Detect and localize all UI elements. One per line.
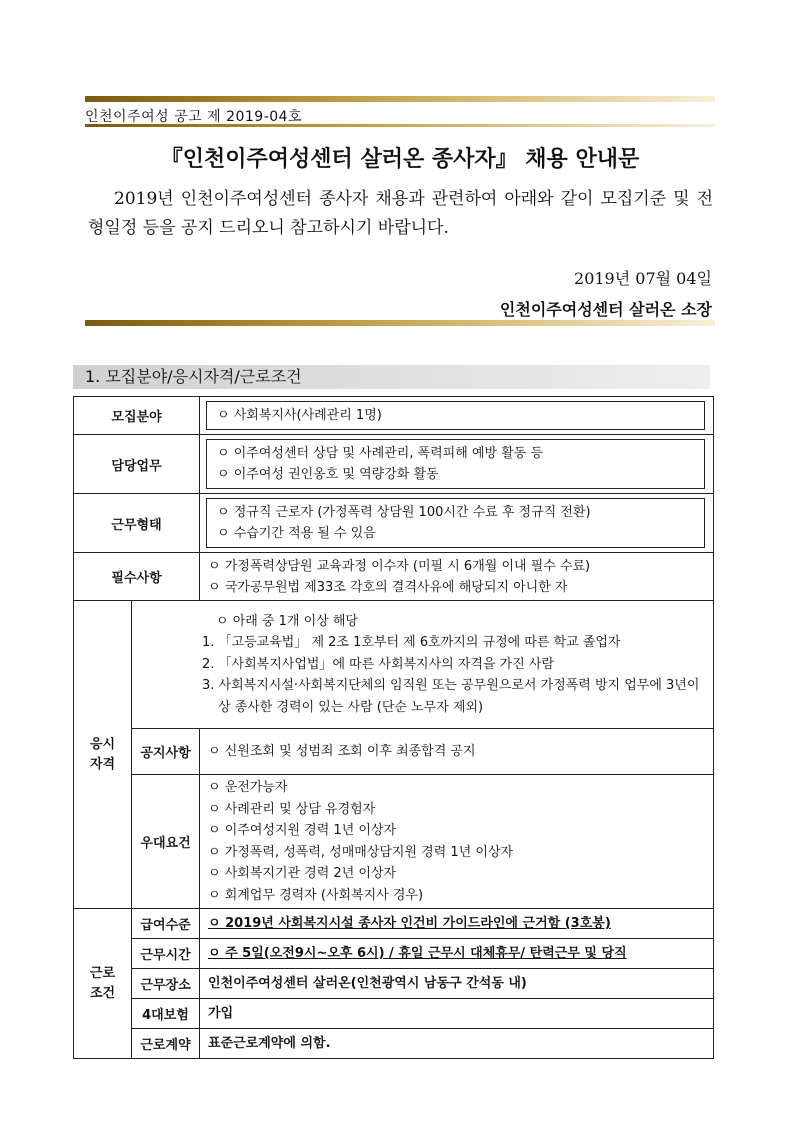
header-bottom-bar (85, 320, 715, 326)
label-work-type: 근무형태 (74, 494, 200, 553)
cell-location (200, 969, 714, 999)
cell-required (200, 553, 714, 601)
row-work-type (74, 494, 714, 553)
preferred-line: ㅇ 운전가능자 (208, 780, 288, 795)
cell-duties (200, 435, 714, 494)
cell-recruit-field (200, 397, 714, 435)
label-preferred: 우대요건 (132, 775, 200, 909)
label-contract: 근로계약 (132, 1029, 200, 1059)
label-conditions-group: 근로 조건 (74, 909, 132, 1059)
row-contract (74, 1029, 714, 1059)
preferred-line: ㅇ 이주여성지원 경력 1년 이상자 (208, 823, 397, 838)
signer: 인천이주여성센터 살러온 소장 (499, 300, 712, 319)
cell-preferred (200, 775, 714, 909)
cell-contract (200, 1029, 714, 1059)
row-notice (74, 729, 714, 775)
hours-text: ㅇ 주 5일(오전9시~오후 6시) / 휴일 근무시 대체휴무/ 탄력근무 및 당직 (208, 946, 627, 961)
cell-insurance (200, 999, 714, 1029)
row-hours (74, 939, 714, 969)
work-type-line: ㅇ 수습기간 적용 될 수 있음 (217, 526, 376, 541)
row-location (74, 969, 714, 999)
location-text: 인천이주여성센터 살러온(인천광역시 남동구 간석동 내) (208, 976, 527, 991)
qualification-item: 1. 「고등교육법」 제 2조 1호부터 제 6호까지의 규정에 따른 학교 졸업자 (202, 635, 621, 651)
box-work-type (206, 498, 705, 548)
duties-line: ㅇ 이주여성 권인옹호 및 역량강화 활동 (217, 467, 439, 482)
label-location: 근무장소 (132, 969, 200, 999)
cell-salary (200, 909, 714, 939)
row-duties (74, 435, 714, 494)
preferred-line: ㅇ 회계업무 경력자 (사회복지사 경우) (208, 887, 424, 903)
qualification-item: 3. 사회복지시설·사회복지단체의 임직원 또는 공무원으로서 가정폭력 방지 업무에 3년이상 종사한 경력이 있는 사람 (단순 노무자 제외) (202, 678, 700, 715)
label-qualification-group: 응시 자격 (74, 601, 132, 909)
row-recruit-field (74, 397, 714, 435)
required-text (200, 554, 713, 600)
qualification-item: 2. 「사회복지사업법」에 따른 사회복지사의 자격을 가진 사람 (202, 656, 555, 672)
salary-text: ㅇ 2019년 사회복지시설 종사자 인건비 가이드라인에 근거함 (3호봉) (208, 916, 611, 931)
notice-text: ㅇ 신원조회 및 성범죄 조회 이후 최종합격 공지 (208, 744, 476, 759)
qualification-text (132, 607, 713, 723)
document-title: 『인천이주여성센터 살러온 종사자』 채용 안내문 (160, 147, 640, 172)
recruitment-table (73, 396, 714, 1059)
label-hours: 근무시간 (132, 939, 200, 969)
box-recruit-field (206, 401, 705, 430)
row-insurance (74, 999, 714, 1029)
cell-notice (200, 729, 714, 775)
recruit-field-line: ㅇ 사회복지사(사례관리 1명) (217, 408, 382, 423)
row-qualification (74, 601, 714, 729)
cell-qualification (132, 601, 714, 729)
duties-line: ㅇ 이주여성센터 상담 및 사례관리, 폭력피해 예방 활동 등 (217, 446, 544, 461)
label-duties: 담당업무 (74, 435, 200, 494)
required-line: ㅇ 가정폭력상담원 교육과정 이수자 (미필 시 6개월 이내 필수 수료) (208, 558, 591, 574)
row-required (74, 553, 714, 601)
preferred-line: ㅇ 사례관리 및 상담 유경험자 (208, 801, 376, 817)
box-duties (206, 439, 705, 489)
section-heading: 1. 모집분야/응시자격/근로조건 (73, 365, 710, 389)
preferred-text (200, 775, 713, 908)
label-required: 필수사항 (74, 553, 200, 601)
qualification-intro: ㅇ 아래 중 1개 이상 해당 (216, 613, 358, 629)
notice-date: 2019년 07월 04일 (574, 269, 712, 288)
notice-number: 인천이주여성 공고 제 2019-04호 (85, 109, 303, 125)
cell-work-type (200, 494, 714, 553)
preferred-line: ㅇ 가정폭력, 성폭력, 성매매상담지원 경력 1년 이상자 (208, 844, 514, 860)
label-insurance: 4대보험 (132, 999, 200, 1029)
cell-hours (200, 939, 714, 969)
contract-text: 표준근로계약에 의함. (208, 1036, 331, 1051)
label-salary: 급여수준 (132, 909, 200, 939)
row-preferred (74, 775, 714, 909)
work-type-line: ㅇ 정규직 근로자 (가정폭력 상담원 100시간 수료 후 정규직 전환) (217, 505, 591, 520)
preferred-line: ㅇ 사회복지기관 경력 2년 이상자 (208, 866, 397, 881)
header-top-bar (85, 96, 715, 102)
intro-paragraph: 2019년 인천이주여성센터 종사자 채용과 관련하여 아래와 같이 모집기준 및 전형일정 등을 공지 드리오니 참고하시기 바랍니다. (88, 189, 713, 238)
label-recruit-field: 모집분야 (74, 397, 200, 435)
row-salary (74, 909, 714, 939)
required-line: ㅇ 국가공무원법 제33조 각호의 결격사유에 해당되지 아니한 자 (208, 579, 568, 595)
label-notice: 공지사항 (132, 729, 200, 775)
insurance-text: 가입 (208, 1006, 234, 1021)
